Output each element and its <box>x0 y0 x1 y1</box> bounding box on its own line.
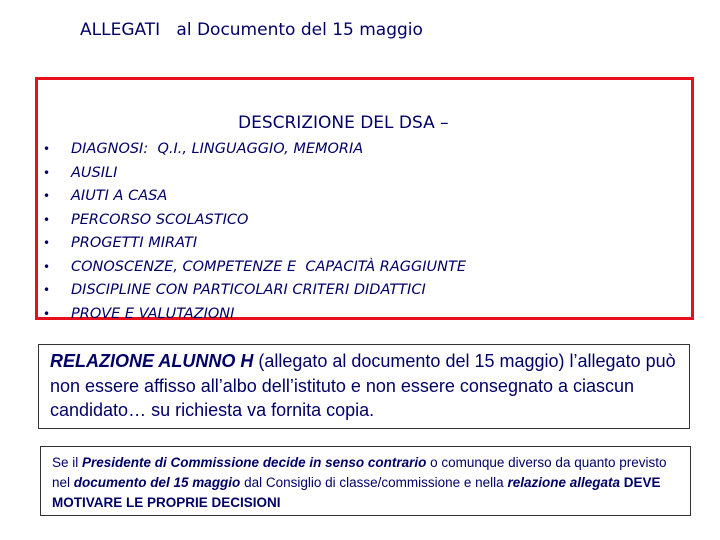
bullet-icon: • <box>43 165 51 180</box>
list-item <box>43 162 466 186</box>
note-text: o comunque diverso da quanto previsto nel <box>52 455 667 490</box>
note-strong: DEVE MOTIVARE LE PROPRIE DECISIONI <box>52 475 661 510</box>
list-item-label: CONOSCENZE, COMPETENZE E CAPACITÀ RAGGIUNTE <box>71 258 467 275</box>
list-item <box>43 185 466 209</box>
list-item <box>43 209 466 233</box>
list-item <box>43 138 466 162</box>
note-text: Se il <box>52 455 83 470</box>
list-item-label: PROVE E VALUTAZIONI <box>71 305 235 322</box>
list-item <box>43 279 466 303</box>
list-item <box>43 303 466 327</box>
note-emphasis: relazione allegata <box>507 475 621 490</box>
relazione-lead: RELAZIONE ALUNNO H <box>50 351 254 371</box>
note-box <box>40 446 691 516</box>
relazione-box <box>38 344 690 429</box>
dsa-title: DESCRIZIONE DEL DSA – <box>238 113 449 133</box>
bullet-icon: • <box>43 212 51 227</box>
list-item <box>43 256 466 280</box>
note-emphasis: documento del 15 maggio <box>73 475 241 490</box>
bullet-icon: • <box>43 306 51 321</box>
dsa-list <box>43 138 466 326</box>
list-item <box>43 232 466 256</box>
list-item-label: DIAGNOSI: Q.I., LINGUAGGIO, MEMORIA <box>71 141 364 157</box>
list-item-label: AIUTI A CASA <box>71 188 168 204</box>
bullet-icon: • <box>43 142 51 156</box>
bullet-icon: • <box>43 236 51 250</box>
bullet-icon: • <box>43 259 51 274</box>
list-item-label: PERCORSO SCOLASTICO <box>71 211 249 228</box>
page-title: ALLEGATI al Documento del 15 maggio <box>80 20 423 40</box>
bullet-icon: • <box>43 189 51 203</box>
note-text: dal Consiglio di classe/commissione e nella <box>240 475 508 490</box>
relazione-text: (allegato al documento del 15 maggio) l’allegato può non essere affisso all’albo dell’istituto e non essere consegnato a ciascun candidato… su richiesta va fornita copia. <box>50 351 676 420</box>
list-item-label: PROGETTI MIRATI <box>71 235 198 251</box>
note-emphasis: Presidente di Commissione decide in senso contrario <box>82 455 427 470</box>
bullet-icon: • <box>43 283 51 297</box>
list-item-label: AUSILI <box>71 164 118 181</box>
list-item-label: DISCIPLINE CON PARTICOLARI CRITERI DIDATTICI <box>71 282 426 298</box>
